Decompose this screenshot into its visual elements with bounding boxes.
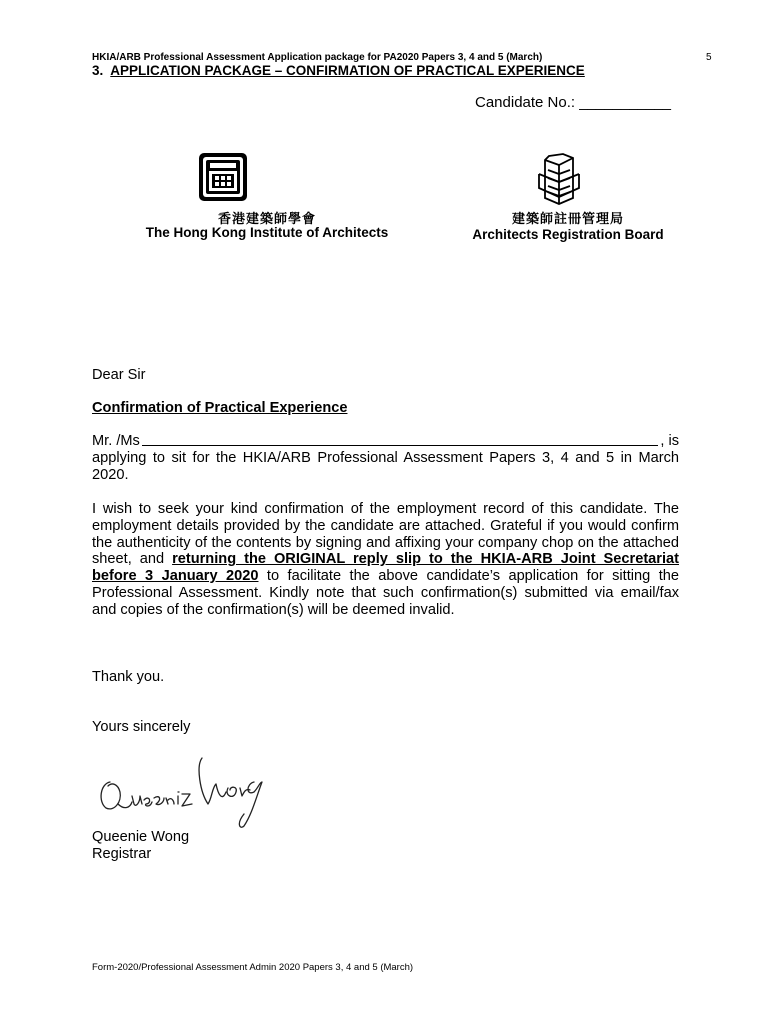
deadline-emphasis: returning the ORIGINAL reply slip to the HKIA-ARB Joint Secretariat before 3 January 2020 — [92, 551, 679, 585]
hkia-seal-icon — [198, 152, 248, 202]
letter-subject: Confirmation of Practical Experience — [92, 400, 348, 416]
running-header: HKIA/ARB Professional Assessment Application package for PA2020 Papers 3, 4 and 5 (March) — [92, 52, 543, 63]
thanks-line: Thank you. — [92, 669, 165, 685]
request-paragraph — [92, 501, 679, 619]
section-heading — [92, 63, 585, 78]
hkia-name-chinese: 香港建築師學會 — [217, 211, 316, 226]
signature — [94, 752, 266, 830]
page-number: 5 — [706, 52, 712, 63]
arb-emblem-icon — [535, 152, 583, 206]
section-number: 3. — [92, 63, 104, 78]
page-footer: Form-2020/Professional Assessment Admin 2020 Papers 3, 4 and 5 (March) — [92, 962, 414, 973]
salutation: Dear Sir — [92, 367, 146, 383]
signatory-name: Queenie Wong — [92, 829, 190, 845]
applying-text: applying to sit for the HKIA/ARB Professional Assessment Papers 3, 4 and 5 in March 2020. — [92, 449, 679, 483]
candidate-paragraph — [92, 433, 679, 483]
arb-name-chinese: 建築師註冊管理局 — [511, 211, 624, 226]
hkia-name: The Hong Kong Institute of Architects — [145, 225, 389, 240]
invalid-note-text: to facilitate the above candidate’s application for sitting the Professional Assessment. Kindly note that such confirmation(s) submitted via email/fax and copies of the confirmation(s) will be deemed invalid. — [92, 568, 679, 618]
title-prefix: Mr. /Ms — [92, 433, 140, 449]
candidate-number: Candidate No.: ___________ — [475, 94, 671, 111]
arb-name: Architects Registration Board — [472, 227, 664, 242]
signatory-block — [92, 829, 679, 863]
closing-line: Yours sincerely — [92, 719, 191, 735]
request-text: I wish to seek your kind confirmation of the employment record of this candidate. The employment details provided by the candidate are attached. Grateful if you would confirm the authenticity of the contents by signing and affixing your company chop on the attached sheet, and — [92, 501, 679, 568]
title-suffix: , is — [660, 433, 679, 449]
signatory-title: Registrar — [92, 846, 152, 862]
section-title: APPLICATION PACKAGE – CONFIRMATION OF PRACTICAL EXPERIENCE — [110, 63, 585, 78]
candidate-name-line — [142, 433, 659, 446]
